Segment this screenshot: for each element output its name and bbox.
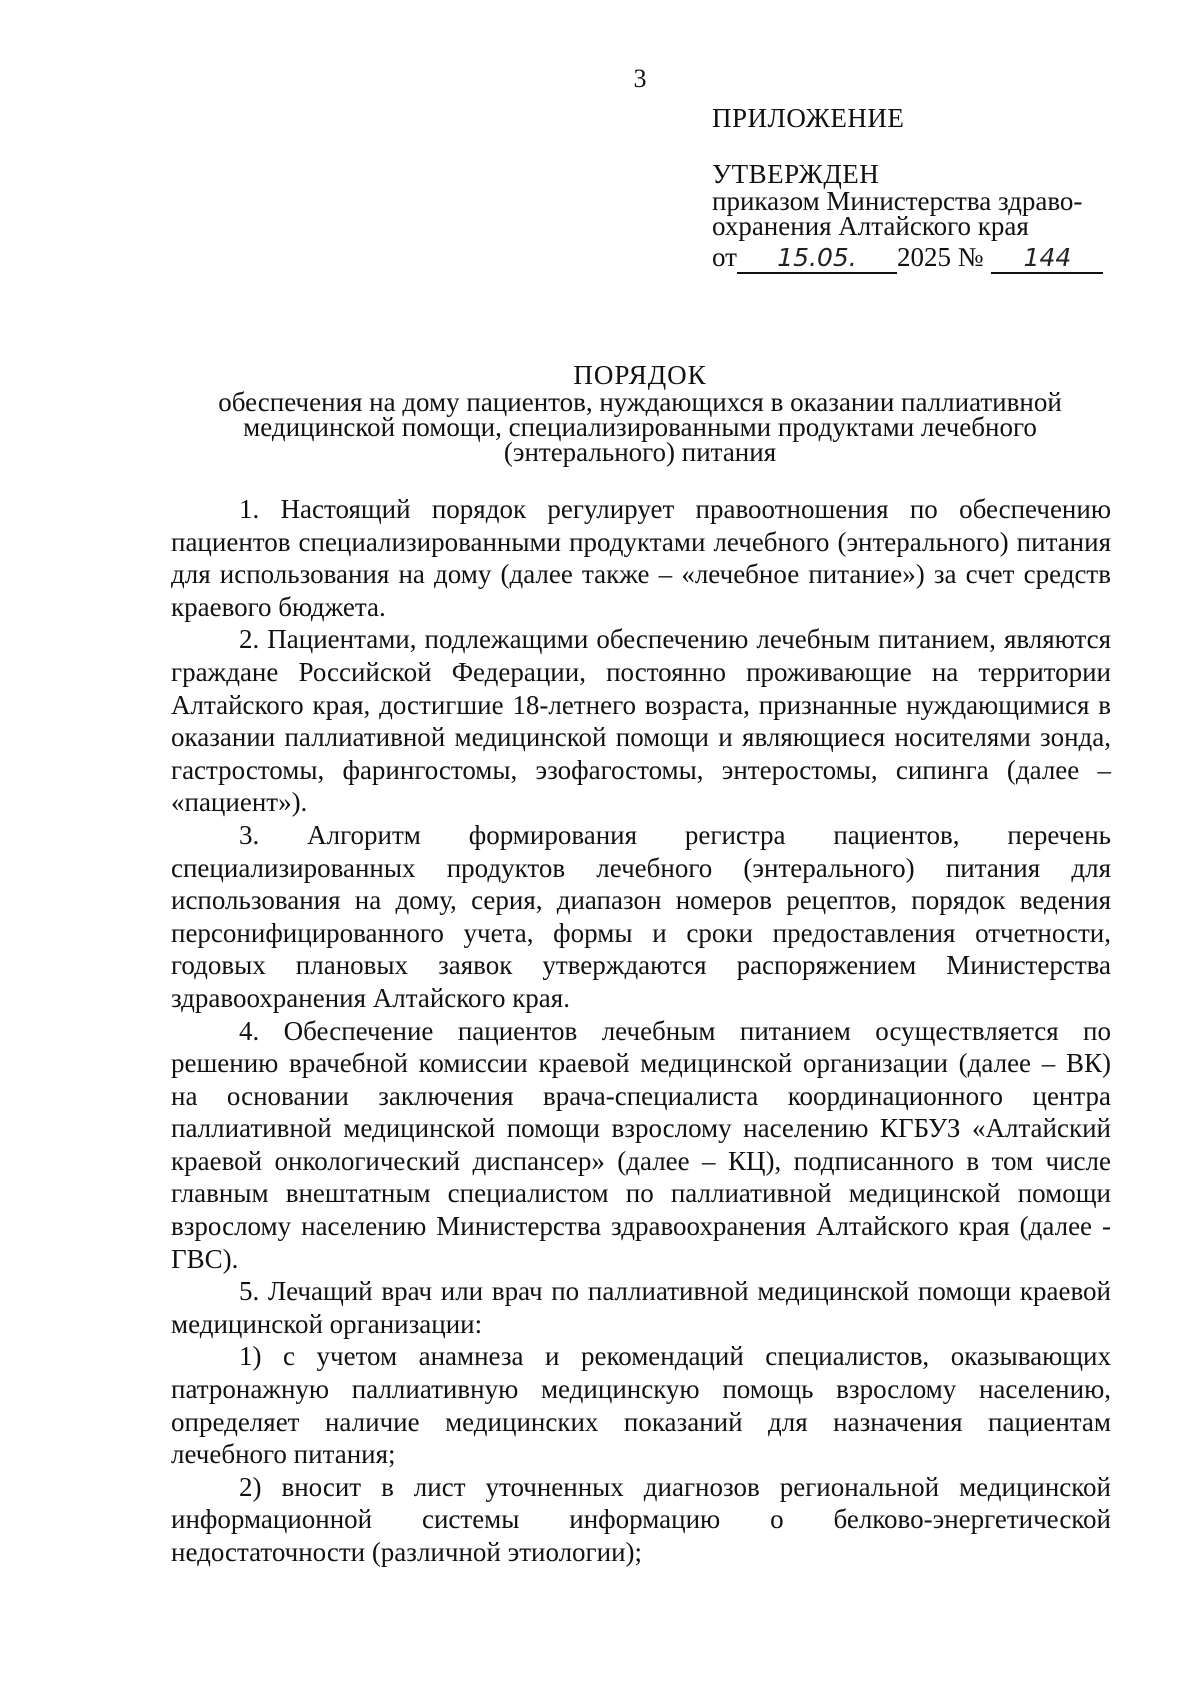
document-body [171,493,1111,1569]
approval-line: охранения Алтайского края [712,211,1029,241]
paragraph-5-item-1: 1) с учетом анамнеза и рекомендаций специалистов, оказывающих патронажную паллиативную медицинскую помощь взрослому населению, определяет наличие медицинских показаний для назначения пациентам лечебного питания; [171,1341,1111,1470]
approval-line: приказом Министерства здраво- [712,186,1083,216]
paragraph-3: 3. Алгоритм формирования регистра пациентов, перечень специализированных продуктов лечебного (энтерального) питания для использования на дому, серия, диапазон номеров рецептов, порядок ведения персонифицированного учета, формы и сроки предоставления отчетности, годовых плановых заявок утверждаются распоряжением Министерства здравоохранения Алтайского края. [171,819,1111,1013]
paragraph-5-item-2: 2) вносит в лист уточненных диагнозов региональной медицинской информационной системы информацию о белково-энергетической недостаточности (различной этиологии); [171,1471,1111,1567]
title-subtitle-line: обеспечения на дому пациентов, нуждающихся в оказании паллиативной [218,387,1062,417]
date-prefix: от [712,242,737,272]
paragraph-2: 2. Пациентами, подлежащими обеспечению лечебным питанием, являются граждане Российской Федерации, постоянно проживающие на территории Алтайского края, достигшие 18-летнего возраста, признанные нуждающимися в оказании паллиативной медицинской помощи и являющиеся носителями зонда, гастростомы, фарингостомы, эзофагостомы, энтеростомы, сипинга (далее – «пациент»). [171,624,1111,818]
page-number: 3 [633,64,647,93]
year-label: 2025 № [896,242,984,272]
title-subtitle-line: медицинской помощи, специализированными продуктами лечебного [243,412,1037,442]
handwritten-date: 15.05. [737,244,897,274]
paragraph-4: 4. Обеспечение пациентов лечебным питанием осуществляется по решению врачебной комиссии краевой медицинской организации (далее – ВК) на основании заключения врача-специалиста координационного центра паллиативной медицинской помощи взрослому населению КГБУЗ «Алтайский краевой онкологический диспансер» (далее – КЦ), подписанного в том числе главным внештатным специалистом по паллиативной медицинской помощи взрослому населению Министерства здравоохранения Алтайского края (далее - ГВС). [171,1015,1111,1274]
approval-date-line [712,241,1132,274]
title-heading: ПОРЯДОК [573,360,707,390]
approval-block [712,100,1132,274]
approved-label: УТВЕРЖДЕН [712,159,880,189]
paragraph-1: 1. Настоящий порядок регулирует правоотношения по обеспечению пациентов специализированными продуктами лечебного (энтерального) питания для использования на дому (далее также – «лечебное питание») за счет средств краевого бюджета. [171,494,1111,622]
handwritten-order-number: 144 [991,244,1103,274]
document-title [170,360,1110,465]
paragraph-5: 5. Лечащий врач или врач по паллиативной медицинской помощи краевой медицинской организации: [171,1276,1111,1339]
title-subtitle-line: (энтерального) питания [503,437,777,467]
appendix-label: ПРИЛОЖЕНИЕ [712,103,905,133]
